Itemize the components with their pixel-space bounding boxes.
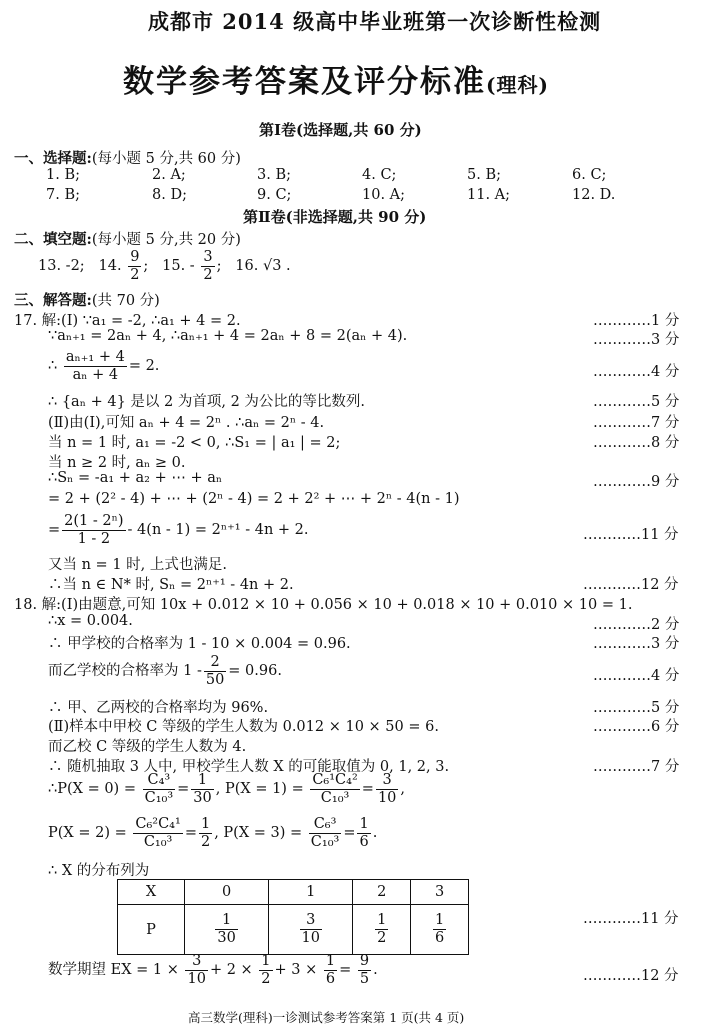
fraction: $\frac{3}{10}$: [377, 772, 397, 806]
choice-answer: 10. A;: [362, 187, 406, 203]
q17-line: ∴Sₙ = -a₁ + a₂ + ⋯ + aₙ: [48, 470, 223, 486]
score-mark: …………11 分: [583, 527, 679, 543]
fill-section-heading: [14, 228, 241, 249]
fraction: $\frac{\text{C₆¹C₄²}}{\text{C₁₀³}}$: [312, 772, 358, 806]
choice-note: (每小题 5 分,共 60 分): [91, 151, 241, 167]
table-cell: 0: [185, 880, 269, 905]
table-row: [118, 880, 469, 905]
score-mark: …………8 分: [593, 435, 680, 451]
q17-line: 又当 n = 1 时, 上式也满足.: [48, 557, 227, 573]
table-cell: $\frac{1}{6}$: [411, 905, 469, 955]
choice-answer: 12. D.: [572, 187, 616, 203]
q18-line: ∴ X 的分布列为: [48, 863, 150, 879]
q18-line: ∴x = 0.004.: [48, 613, 133, 629]
fraction: $\frac{2}{50}$: [205, 654, 225, 688]
score-mark: …………12 分: [583, 577, 679, 593]
q17-line: 当 n ≥ 2 时, aₙ ≥ 0.: [48, 455, 186, 471]
score-mark: …………5 分: [593, 700, 680, 716]
q18-line: ∴ 甲、乙两校的合格率均为 96%.: [48, 700, 269, 716]
fraction: $\frac{1}{2}$: [261, 953, 271, 987]
document-title: 成都市 2014 级高中毕业班第一次诊断性检测: [148, 9, 602, 34]
table-row: [118, 905, 469, 955]
q17-line: ∴ {aₙ + 4} 是以 2 为首项, 2 为公比的等比数列.: [48, 394, 366, 410]
score-mark: …………1 分: [593, 313, 680, 329]
score-mark: …………4 分: [593, 364, 680, 380]
score-mark: …………11 分: [583, 911, 679, 927]
fraction: $\frac{\text{aₙ₊₁ + 4}}{\text{aₙ + 4}}$: [65, 349, 125, 383]
q18-expectation-line: 数学期望 EX = 1 × $\frac{3}{10}$ + 2 × $\frac{1}{2}$ + 3 × $\frac{1}{6}$ = $\frac{9}{5}$ .: [48, 953, 378, 987]
choice-section-heading: [14, 147, 241, 168]
q18-line: 18. 解:(Ⅰ)由题意,可知 10x + 0.012 × 10 + 0.056 × 10 + 0.018 × 10 + 0.010 × 10 = 1.: [14, 597, 633, 613]
q17-line: = 2 + (2² - 4) + ⋯ + (2ⁿ - 4) = 2 + 2² + ⋯ + 2ⁿ - 4(n - 1): [48, 491, 460, 507]
table-cell: X: [118, 880, 185, 905]
table-cell: $\frac{3}{10}$: [269, 905, 353, 955]
table-cell: $\frac{1}{30}$: [185, 905, 269, 955]
score-mark: …………12 分: [583, 968, 679, 984]
q17-line: 当 n = 1 时, a₁ = -2 < 0, ∴S₁ = | a₁ | = 2;: [48, 435, 341, 451]
q17-line: = $\frac{\text{2(1 - 2ⁿ)}}{1 - 2}$ - 4(n - 1) = 2ⁿ⁺¹ - 4n + 2.: [48, 513, 309, 547]
score-mark: …………9 分: [593, 474, 680, 490]
score-mark: …………2 分: [593, 617, 680, 633]
q17-line: 17. 解:(Ⅰ) ∵a₁ = -2, ∴a₁ + 4 = 2.: [14, 313, 241, 329]
subtitle-tag: (理科): [486, 73, 549, 97]
solve-note: (共 70 分): [91, 293, 160, 309]
answer-14-label: 14.: [98, 258, 122, 275]
q18-probability-line: ∴P(X = 0) = $\frac{\text{C₄³}}{\text{C₁₀³}}$ = $\frac{1}{30}$ , P(X = 1) = $\frac{\text{C₆¹C₄²}}{\text{C₁₀³}}$ = $\frac{3}{10}$ ,: [48, 772, 405, 806]
score-mark: …………7 分: [593, 759, 680, 775]
solve-section-heading: [14, 289, 160, 310]
fraction: $\frac{1}{6}$: [359, 816, 369, 850]
fill-answers: 13. -2; 14. $\frac{9}{2}$ ; 15. - $\frac{3}{2}$ ; 16. √3 .: [38, 249, 291, 283]
fraction: $\frac{\text{C₆²C₄¹}}{\text{C₁₀³}}$: [135, 816, 181, 850]
q18-line: 而乙学校的合格率为 1 - $\frac{2}{50}$ = 0.96.: [48, 654, 282, 688]
choice-answer: 3. B;: [257, 167, 291, 183]
choice-answer: 11. A;: [467, 187, 511, 203]
fraction: $\frac{3}{10}$: [187, 953, 206, 987]
score-mark: …………5 分: [593, 394, 680, 410]
choice-answer: 4. C;: [362, 167, 397, 183]
score-mark: …………4 分: [593, 668, 680, 684]
table-cell: 2: [353, 880, 411, 905]
fill-heading: 二、填空题:: [14, 231, 92, 248]
fraction: $\frac{3}{2}$: [203, 249, 213, 283]
choice-answer: 1. B;: [46, 167, 80, 183]
table-cell: 1: [269, 880, 353, 905]
document-subtitle: [123, 56, 549, 101]
solve-heading: 三、解答题:: [14, 292, 92, 309]
q18-probability-line: P(X = 2) = $\frac{\text{C₆²C₄¹}}{\text{C₁₀³}}$ = $\frac{1}{2}$ , P(X = 3) = $\frac{\text{C₆³}}{\text{C₁₀³}}$ = $\frac{1}{6}$ .: [48, 816, 378, 850]
score-mark: …………7 分: [593, 415, 680, 431]
q18-line: 而乙校 C 等级的学生人数为 4.: [48, 739, 247, 755]
answer-16: 16. √3 .: [235, 258, 291, 275]
q18-line: ∴ 随机抽取 3 人中, 甲校学生人数 X 的可能取值为 0, 1, 2, 3.: [48, 759, 450, 775]
choice-answer: 6. C;: [572, 167, 607, 183]
choice-answer: 7. B;: [46, 187, 80, 203]
part1-heading: 第Ⅰ卷(选择题,共 60 分): [259, 121, 422, 139]
answer-15-label: 15. -: [162, 258, 195, 275]
fraction: $\frac{\text{C₆³}}{\text{C₁₀³}}$: [310, 816, 340, 850]
fraction: $\frac{1}{30}$: [193, 772, 212, 806]
fraction: $\frac{1}{6}$: [325, 953, 336, 987]
fill-note: (每小题 5 分,共 20 分): [91, 232, 241, 248]
score-mark: …………3 分: [593, 636, 680, 652]
subtitle-text: 数学参考答案及评分标准: [123, 64, 486, 100]
choice-answer: 8. D;: [152, 187, 187, 203]
part2-heading: 第Ⅱ卷(非选择题,共 90 分): [243, 208, 427, 226]
page-footer: 高三数学(理科)一诊测试参考答案第 1 页(共 4 页): [188, 1010, 465, 1025]
table-cell: 3: [411, 880, 469, 905]
choice-answer: 9. C;: [257, 187, 292, 203]
q17-line: ∴ $\frac{\text{aₙ₊₁ + 4}}{\text{aₙ + 4}}$ = 2.: [48, 349, 160, 383]
choice-answer: 2. A;: [152, 167, 186, 183]
table-cell: P: [118, 905, 185, 955]
fraction: $\frac{\text{2(1 - 2ⁿ)}}{1 - 2}$: [64, 513, 124, 547]
q18-line: ∴ 甲学校的合格率为 1 - 10 × 0.004 = 0.96.: [48, 636, 351, 652]
q17-line: (Ⅱ)由(Ⅰ),可知 aₙ + 4 = 2ⁿ . ∴aₙ = 2ⁿ - 4.: [48, 415, 325, 431]
fraction: $\frac{9}{2}$: [130, 249, 140, 283]
fraction: $\frac{\text{C₄³}}{\text{C₁₀³}}$: [144, 772, 174, 806]
distribution-table: [117, 879, 469, 955]
score-mark: …………6 分: [593, 719, 680, 735]
choice-answer: 5. B;: [467, 167, 501, 183]
score-mark: …………3 分: [593, 332, 680, 348]
answer-13: 13. -2;: [38, 258, 85, 275]
q17-line: ∴当 n ∈ N* 时, Sₙ = 2ⁿ⁺¹ - 4n + 2.: [48, 577, 294, 593]
q17-line: ∵aₙ₊₁ = 2aₙ + 4, ∴aₙ₊₁ + 4 = 2aₙ + 8 = 2(aₙ + 4).: [48, 328, 408, 344]
fraction: $\frac{9}{5}$: [359, 953, 370, 987]
choice-heading: 一、选择题:: [14, 150, 92, 167]
fraction: $\frac{1}{2}$: [200, 816, 211, 850]
table-cell: $\frac{1}{2}$: [353, 905, 411, 955]
q18-line: (Ⅱ)样本中甲校 C 等级的学生人数为 0.012 × 10 × 50 = 6.: [48, 719, 439, 735]
